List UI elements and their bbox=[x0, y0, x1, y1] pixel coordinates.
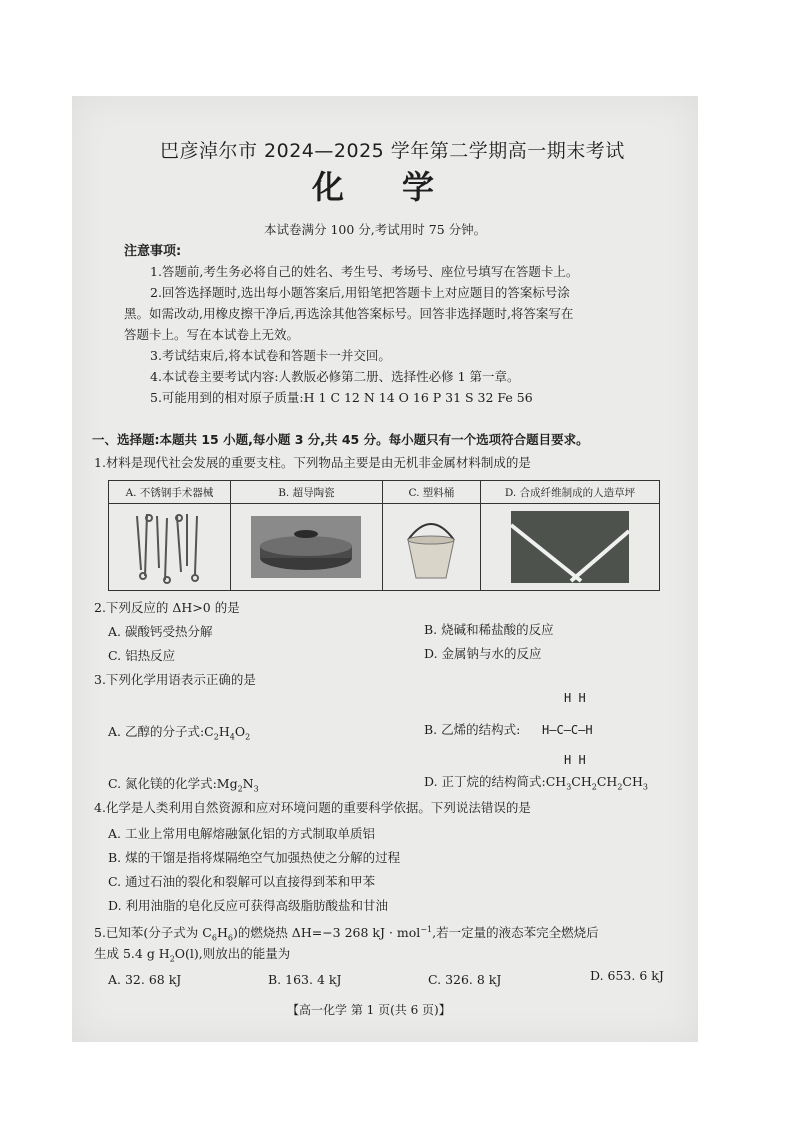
ethylene-h-bottom: H H bbox=[564, 753, 586, 767]
q3-option-c: C. 氮化镁的化学式$:Mg_2N_3$ bbox=[108, 776, 259, 794]
exam-title: 巴彦淖尔市 2024—2025 学年第二学期高一期末考试 bbox=[160, 140, 625, 162]
ethylene-h-top: H H bbox=[564, 691, 586, 705]
q1-option-a: A. 不锈钢手术器械 bbox=[109, 481, 231, 504]
q5-option-a: A. 32. 68 kJ bbox=[108, 972, 182, 987]
note-3: 3.考试结束后,将本试卷和答题卡一并交回。 bbox=[150, 348, 391, 363]
q5-option-d: D. 653. 6 kJ bbox=[590, 968, 664, 983]
q1-image-c bbox=[382, 504, 480, 591]
q1-option-b: B. 超导陶瓷 bbox=[230, 481, 382, 504]
artificial-turf-image bbox=[511, 511, 629, 583]
plastic-bucket-image bbox=[396, 512, 466, 582]
section-heading: 一、选择题:本题共 15 小题,每小题 3 分,共 45 分。每小题只有一个选项符合题目要求。 bbox=[92, 432, 589, 447]
q1-image-d bbox=[480, 504, 659, 591]
q3-option-b: B. 乙烯的结构式: bbox=[424, 722, 521, 737]
note-4: 4.本试卷主要考试内容:人教版必修第二册、选择性必修 1 第一章。 bbox=[150, 369, 520, 384]
q5-option-b: B. 163. 4 kJ bbox=[268, 972, 342, 987]
q2-option-c: C. 铝热反应 bbox=[108, 648, 176, 663]
note-1: 1.答题前,考生务必将自己的姓名、考生号、考场号、座位号填写在答题卡上。 bbox=[150, 264, 579, 279]
q4-option-c: C. 通过石油的裂化和裂解可以直接得到苯和甲苯 bbox=[108, 874, 376, 889]
subject-title: 化学 bbox=[312, 168, 493, 206]
q3-stem: 3.下列化学用语表示正确的是 bbox=[94, 672, 256, 687]
q1-option-d: D. 合成纤维制成的人造草坪 bbox=[480, 481, 659, 504]
exam-info: 本试卷满分 100 分,考试用时 75 分钟。 bbox=[264, 222, 487, 237]
q1-option-c: C. 塑料桶 bbox=[382, 481, 480, 504]
ethylene-structure: H—C—C—H bbox=[542, 723, 593, 737]
surgical-instruments-image bbox=[129, 510, 209, 584]
q4-option-d: D. 利用油脂的皂化反应可获得高级脂肪酸盐和甘油 bbox=[108, 898, 389, 913]
q3-option-a: A. 乙醇的分子式$:C_2H_4O_2$ bbox=[108, 724, 251, 742]
q5-stem: 5.已知苯(分子式为 $C_6H_6$)的燃烧热 ΔH=−3 268 kJ · mol$^{-1}$,若一定量的液态苯完全燃烧后 bbox=[94, 925, 599, 943]
q2-option-a: A. 碳酸钙受热分解 bbox=[108, 624, 213, 639]
q1-image-a bbox=[109, 504, 231, 591]
q1-options-table bbox=[108, 480, 660, 591]
note-2c: 答题卡上。写在本试卷上无效。 bbox=[124, 327, 300, 342]
q4-option-b: B. 煤的干馏是指将煤隔绝空气加强热使之分解的过程 bbox=[108, 850, 401, 865]
exam-page bbox=[72, 96, 698, 1042]
note-5: 5.可能用到的相对原子质量:H 1 C 12 N 14 O 16 P 31 S 32 Fe 56 bbox=[150, 390, 533, 405]
q2-option-d: D. 金属钠与水的反应 bbox=[424, 646, 542, 661]
page-footer: 【高一化学 第 1 页(共 6 页)】 bbox=[287, 1003, 451, 1017]
note-2b: 黑。如需改动,用橡皮擦干净后,再选涂其他答案标号。回答非选择题时,将答案写在 bbox=[124, 306, 574, 321]
note-2a: 2.回答选择题时,选出每小题答案后,用铅笔把答题卡上对应题目的答案标号涂 bbox=[150, 285, 570, 300]
q2-stem: 2.下列反应的 ΔH>0 的是 bbox=[94, 600, 240, 615]
q5-option-c: C. 326. 8 kJ bbox=[428, 972, 502, 987]
notes-heading: 注意事项: bbox=[124, 244, 182, 259]
q3-option-d: D. 正丁烷的结构简式$:CH_3CH_2CH_2CH_3$ bbox=[424, 774, 648, 792]
q2-option-b: B. 烧碱和稀盐酸的反应 bbox=[424, 622, 554, 637]
q1-image-b bbox=[230, 504, 382, 591]
superconducting-ceramic-image bbox=[251, 516, 361, 578]
q1-stem: 1.材料是现代社会发展的重要支柱。下列物品主要是由无机非金属材料制成的是 bbox=[94, 455, 531, 470]
q4-option-a: A. 工业上常用电解熔融氯化铝的方式制取单质铝 bbox=[108, 826, 375, 841]
q4-stem: 4.化学是人类利用自然资源和应对环境问题的重要科学依据。下列说法错误的是 bbox=[94, 800, 531, 815]
q5-stem-line2: 生成 5.4 g $H_2O(l)$,则放出的能量为 bbox=[94, 946, 291, 964]
